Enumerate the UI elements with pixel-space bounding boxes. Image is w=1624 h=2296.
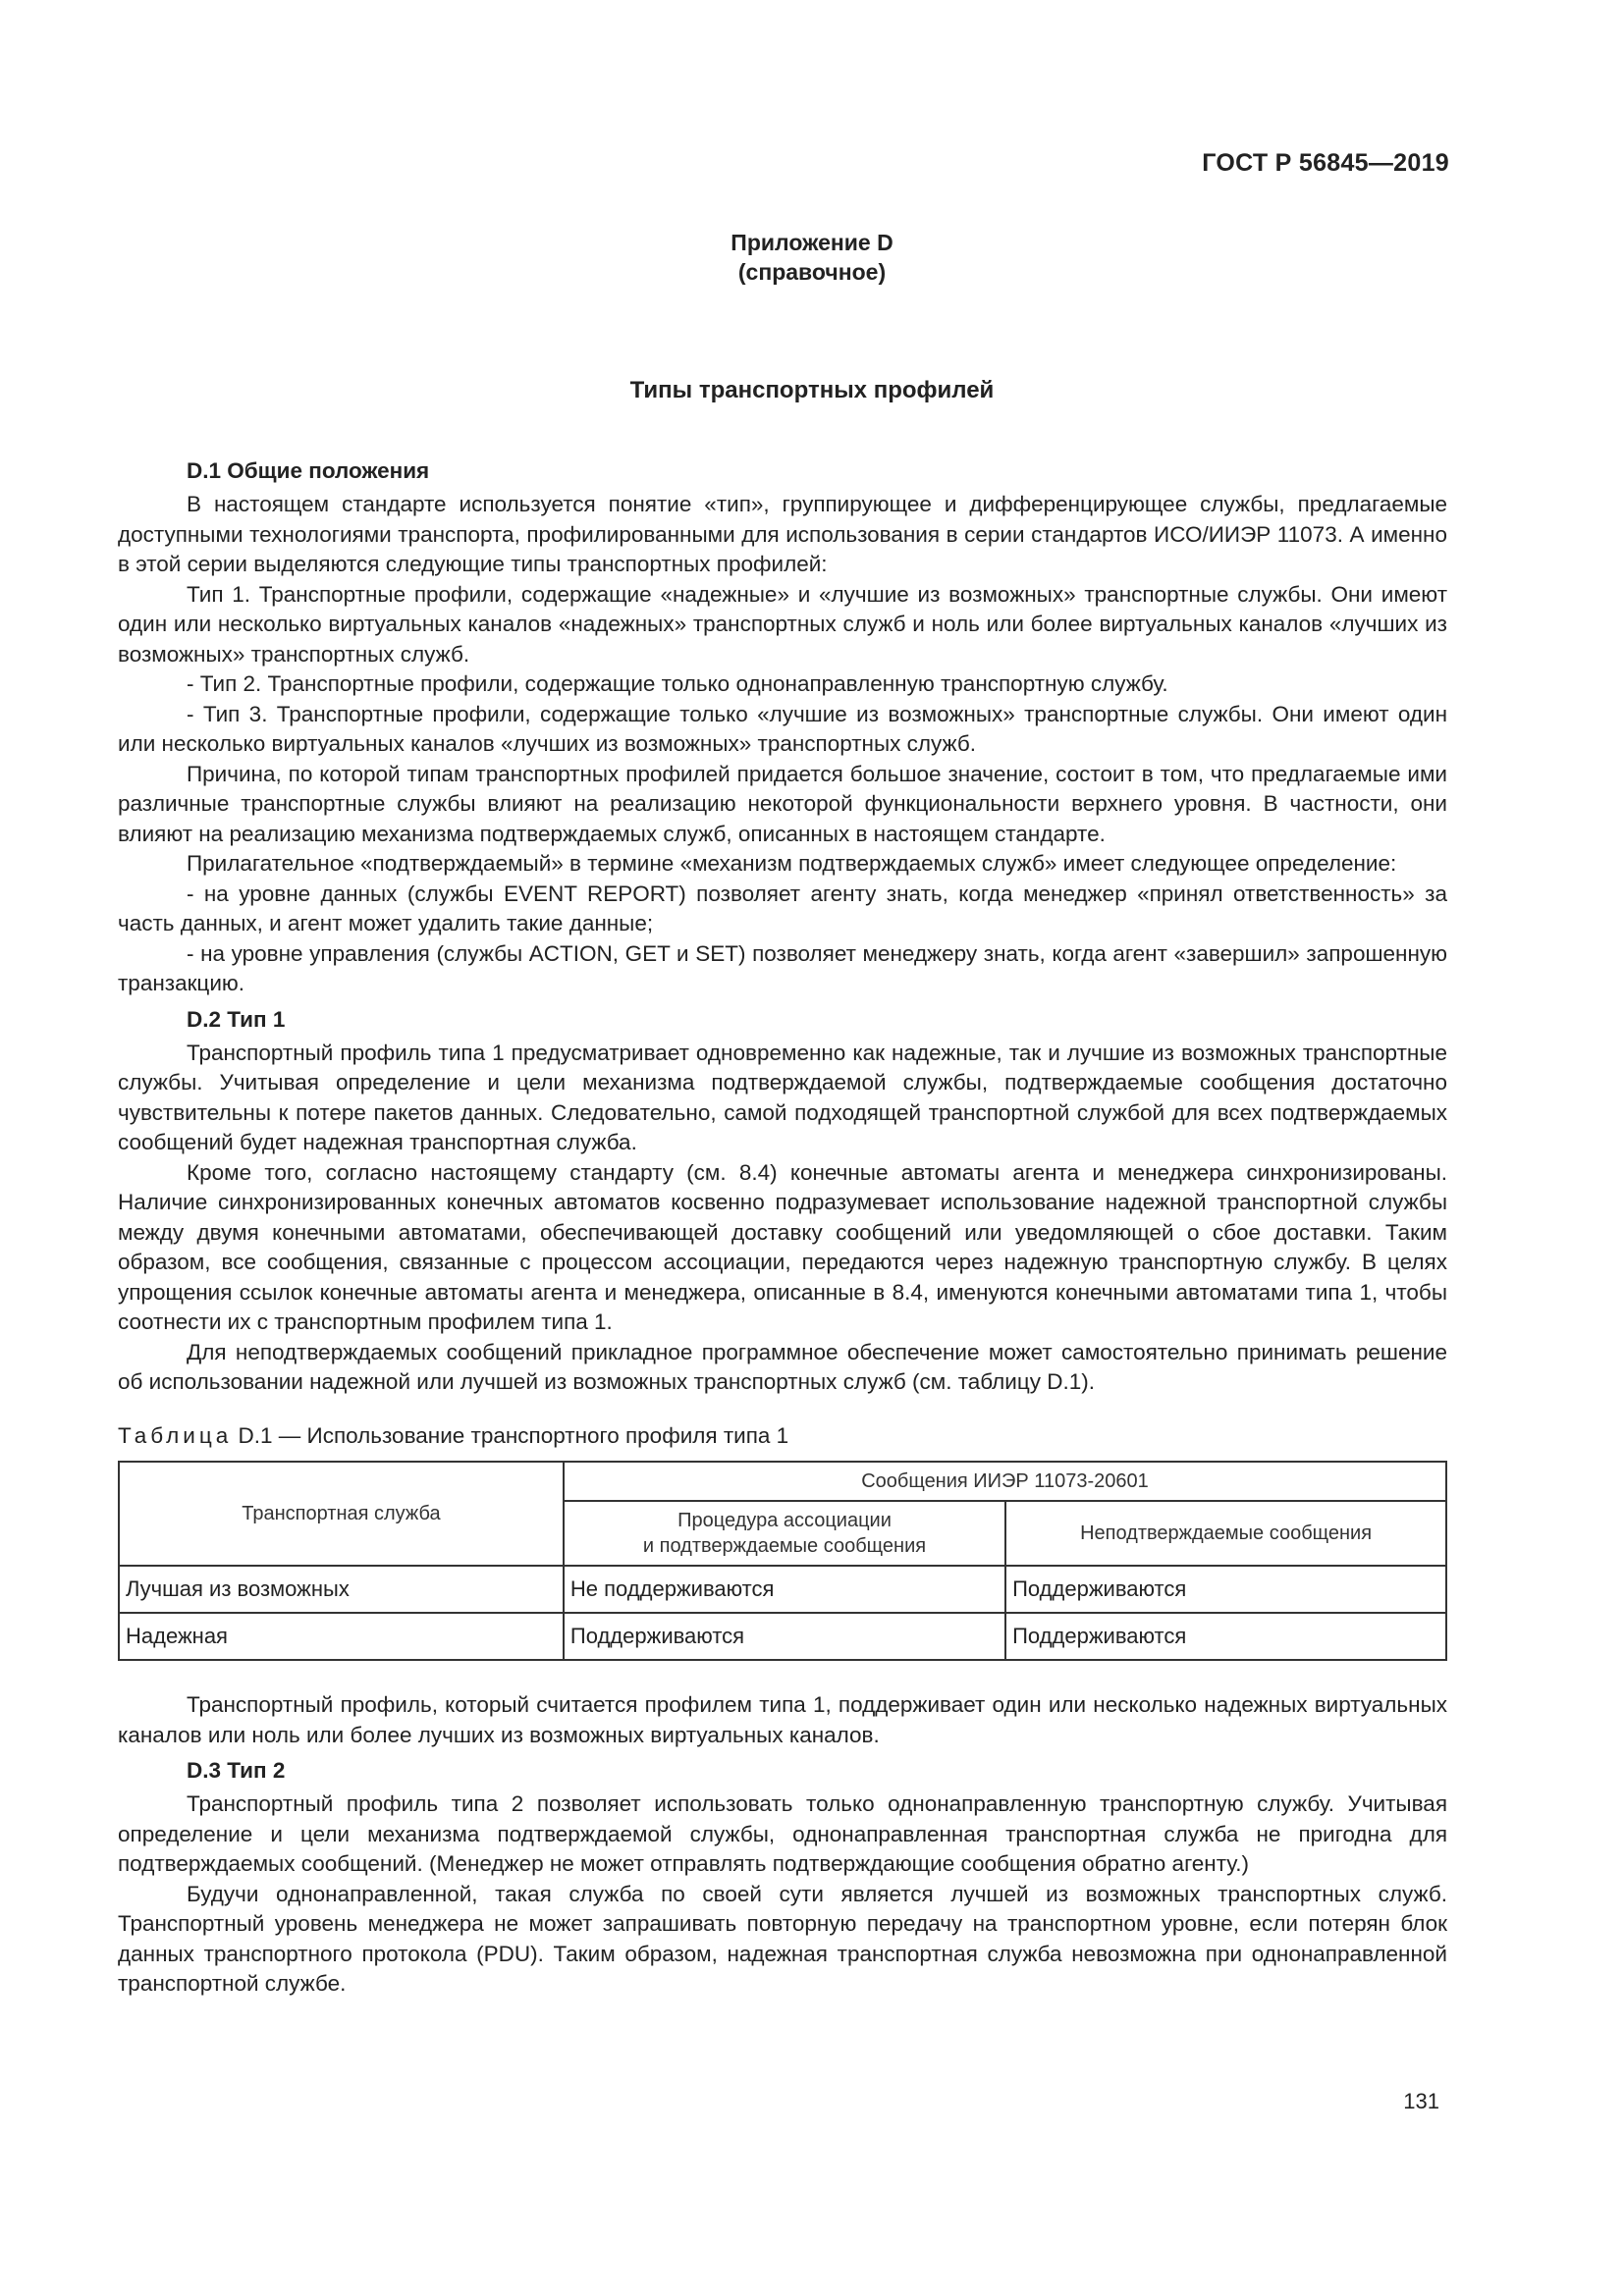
- table-cell-unconfirmed: Поддерживаются: [1005, 1566, 1446, 1613]
- paragraph: Для неподтверждаемых сообщений прикладное программное обеспечение может самостоятельно принимать решение об использовании надежной или лучшей из возможных транспортных служб (см. таблицу D.1).: [118, 1339, 1447, 1394]
- section-heading-d3: D.3 Тип 2: [187, 1758, 286, 1783]
- paragraph: Будучи однонаправленной, такая служба по своей сути является лучшей из возможных транспортных служб. Транспортный уровень менеджера не может запрашивать повторную передачу на транспортном уровне, если потерян блок данных транспортного протокола (PDU). Таким образом, надежная транспортная служба невозможна при однонаправленной транспортной службе.: [118, 1881, 1447, 1996]
- paragraph: Транспортный профиль, который считается профилем типа 1, поддерживает один или несколько надежных виртуальных каналов или ноль или более лучших из возможных виртуальных каналов.: [118, 1692, 1447, 1747]
- table-caption-text: D.1 — Использование транспортного профиля типа 1: [238, 1422, 789, 1448]
- transport-profile-table: [118, 1461, 1447, 1661]
- section-heading-d1: D.1 Общие положения: [187, 458, 430, 483]
- paragraph: Причина, по которой типам транспортных профилей придается большое значение, состоит в том, что предлагаемые ими различные транспортные службы влияют на реализацию некоторой функциональности верхнего уровня. В частности, они влияют на реализацию механизма подтверждаемых служб, описанных в настоящем стандарте.: [118, 761, 1447, 846]
- table-cell-assoc: Поддерживаются: [564, 1613, 1005, 1660]
- table-caption: [118, 1421, 1447, 1452]
- paragraph: Тип 1. Транспортные профили, содержащие «надежные» и «лучшие из возможных» транспортные службы. Они имеют один или несколько виртуальных каналов «надежных» транспортных служб и ноль или более виртуальных каналов «лучших из возможных» транспортных служб.: [118, 581, 1447, 667]
- paragraph: - на уровне данных (службы EVENT REPORT) позволяет агенту знать, когда менеджер «принял ответственность» за часть данных, и агент может удалить такие данные;: [118, 881, 1447, 935]
- paragraph: Кроме того, согласно настоящему стандарту (см. 8.4) конечные автоматы агента и менеджера синхронизированы. Наличие синхронизированных конечных автоматов косвенно подразумевает использование надежной транспортной службы между двумя конечными автоматами, обеспечивающей доставку сообщений или уведомляющей о сбое доставки. Таким образом, все сообщения, связанные с процессом ассоциации, передаются через надежную транспортную службу. В целях упрощения ссылок конечные автоматы агента и менеджера, описанные в 8.4, именуются конечными автоматами типа 1, чтобы соотнести их с транспортным профилем типа 1.: [118, 1159, 1447, 1334]
- table-cell-assoc: Не поддерживаются: [564, 1566, 1005, 1613]
- header-col2-line1: Процедура ассоциации: [677, 1510, 892, 1531]
- annex-title: Приложение D: [731, 230, 893, 255]
- page-number: 131: [1403, 2089, 1439, 2113]
- paragraph: Прилагательное «подтверждаемый» в термине «механизм подтверждаемых служб» имеет следующее определение:: [187, 851, 1397, 876]
- paragraph: Транспортный профиль типа 1 предусматривает одновременно как надежные, так и лучшие из возможных транспортные службы. Учитывая определение и цели механизма подтверждаемой службы, подтверждаемые сообщения достаточно чувствительны к потере пакетов данных. Следовательно, самой подходящей транспортной службой для всех подтверждаемых сообщений будет надежная транспортная служба.: [118, 1040, 1447, 1154]
- header-col2-line2: и подтверждаемые сообщения: [642, 1535, 927, 1557]
- paragraph: - Тип 2. Транспортные профили, содержащие только однонаправленную транспортную службу.: [187, 671, 1168, 696]
- header-transport-service: Транспортная служба: [119, 1462, 564, 1566]
- table-caption-label: Таблица: [118, 1422, 233, 1448]
- annex-status: (справочное): [737, 259, 887, 285]
- document-title: Типы транспортных профилей: [629, 377, 995, 403]
- table-row: [119, 1566, 1446, 1613]
- paragraph: - на уровне управления (службы ACTION, GET и SET) позволяет менеджеру знать, когда агент «завершил» запрошенную транзакцию.: [118, 940, 1447, 995]
- paragraph: В настоящем стандарте используется понятие «тип», группирующее и дифференцирующее службы, предлагаемые доступными технологиями транспорта, профилированными для использования в серии стандартов ИСО/ИИЭР 11073. А именно в этой серии выделяются следующие типы транспортных профилей:: [118, 492, 1447, 576]
- table-cell-service: Надежная: [119, 1613, 564, 1660]
- header-messages-group: Сообщения ИИЭР 11073-20601: [564, 1462, 1446, 1501]
- paragraph: Транспортный профиль типа 2 позволяет использовать только однонаправленную транспортную службу. Учитывая определение и цели механизма подтверждаемой службы, однонаправленная транспортная служба не пригодна для подтверждаемых сообщений. (Менеджер не может отправлять подтверждающие сообщения обратно агенту.): [118, 1791, 1447, 1876]
- table-cell-unconfirmed: Поддерживаются: [1005, 1613, 1446, 1660]
- header-association-confirmed: [564, 1501, 1005, 1566]
- table-cell-service: Лучшая из возможных: [119, 1566, 564, 1613]
- standard-code: ГОСТ Р 56845—2019: [1202, 149, 1449, 177]
- document-body: [118, 451, 1447, 2000]
- table-row: [119, 1613, 1446, 1660]
- paragraph: - Тип 3. Транспортные профили, содержащие только «лучшие из возможных» транспортные службы. Они имеют один или несколько виртуальных каналов «лучших из возможных» транспортных служб.: [118, 701, 1447, 756]
- section-heading-d2: D.2 Тип 1: [187, 1006, 286, 1032]
- header-unconfirmed: Неподтверждаемые сообщения: [1005, 1501, 1446, 1566]
- annex-heading: [0, 228, 1624, 287]
